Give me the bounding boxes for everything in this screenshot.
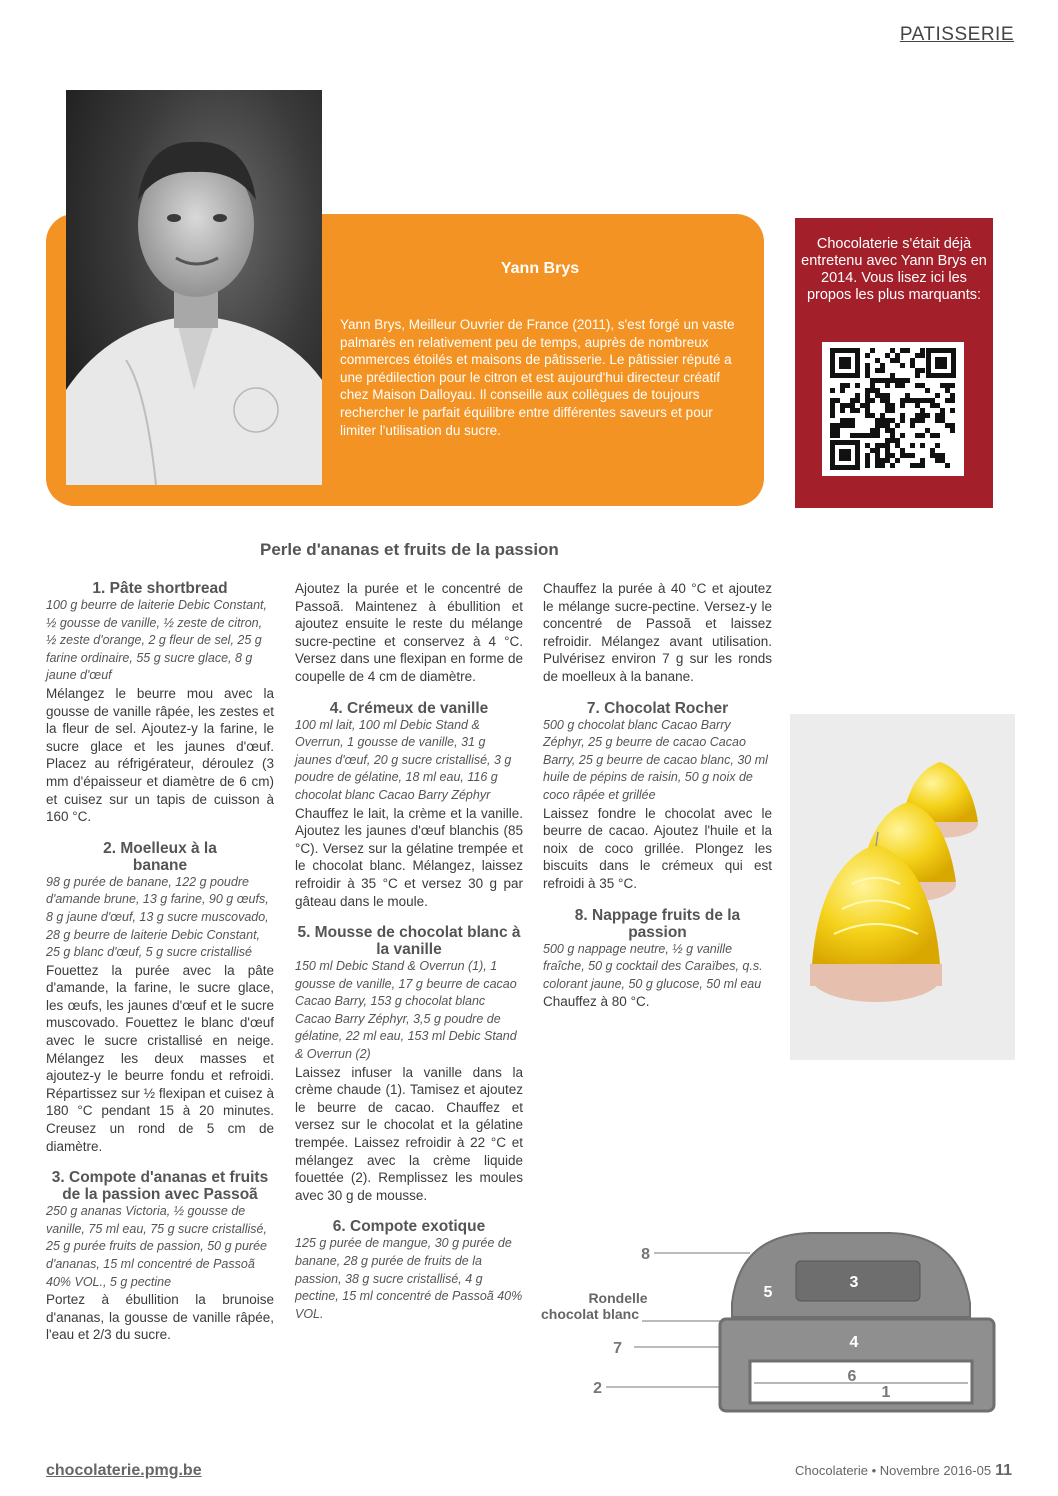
- cross-section-diagram: [530, 1225, 1000, 1425]
- step-method: Portez à ébullition la brunoise d'ananas, la gousse de vanille râpée, l'eau et 2/3 du sucre.: [46, 1292, 274, 1343]
- recipe-column-3: [543, 580, 772, 1011]
- step-title: 5. Mousse de chocolat blanc à la vanille: [297, 924, 521, 959]
- step-title: 6. Compote exotique: [332, 1218, 486, 1236]
- step-title: 1. Pâte shortbread: [92, 580, 228, 597]
- diagram-label-7: 7: [613, 1340, 622, 1357]
- step-ingredients: 100 g beurre de laiterie Debic Constant, ½ gousse de vanille, ½ zeste de citron, ½ zeste d'orange, 2 g fleur de sel, 25 g farine ordinaire, 55 g sucre glace, 8 g jaune d'œuf: [46, 598, 267, 683]
- recipe-column-1: [46, 580, 274, 1344]
- footer-issue: [795, 1462, 1012, 1480]
- article-title: Perle d'ananas et fruits de la passion: [260, 540, 559, 559]
- step-title: 8. Nappage fruits de la passion: [574, 906, 741, 941]
- step-ingredients: 98 g purée de banane, 122 g poudre d'amande brune, 13 g farine, 90 g œufs, 8 g jaune d'œuf, 13 g sucre muscovado, 28 g beurre de laiterie Debic Constant, 25 g blanc d'œuf, 5 g sucre cristallisé: [46, 874, 269, 960]
- step-method: Chauffez à 80 °C.: [543, 994, 650, 1010]
- chef-name: Yann Brys: [500, 260, 580, 277]
- step-ingredients: 150 ml Debic Stand & Overrun (1), 1 gousse de vanille, 17 g beurre de cacao Cacao Barry, 153 g chocolat blanc Cacao Barry Zéphyr, 3,5 g poudre de gélatine, 22 ml eau, 153 ml Debic Stand & Overrun (2): [295, 959, 517, 1062]
- diagram-label-rondelle: Rondelle chocolat blanc: [540, 1290, 648, 1322]
- diagram-label-2: 2: [593, 1380, 602, 1397]
- step-method: Mélangez le beurre mou avec la gousse de vanille râpée, les zestes et la fleur de sel. Ajoutez-y la farine, le sucre glace et les jaunes d'œuf. Placez au réfrigérateur, déroulez (3 mm d'épaisseur et diamètre de 6 cm) et cuisez sur un tapis de cuisson à 160 °C.: [46, 685, 274, 825]
- step-method: Laissez fondre le chocolat avec le beurre de cacao. Ajoutez l'huile et la noix de coco grillée. Plongez les biscuits dans le crémeux qui est refroidi à 35 °C.: [543, 805, 772, 891]
- step-ingredients: 100 ml lait, 100 ml Debic Stand & Overrun, 1 gousse de vanille, 31 g jaunes d'œuf, 20 g sucre cristallisé, 3 g poudre de gélatine, 18 ml eau, 116 g chocolat blanc Cacao Barry Zéphyr: [295, 717, 512, 802]
- diagram-label-8: 8: [641, 1246, 650, 1263]
- qr-code[interactable]: [822, 342, 964, 476]
- footer-issue-text: Chocolaterie • Novembre 2016-05: [795, 1463, 992, 1478]
- chef-photo: [66, 90, 322, 485]
- page-number: 11: [995, 1462, 1012, 1479]
- step-title: 2. Moelleux à la banane: [103, 839, 217, 874]
- step-title: 3. Compote d'ananas et fruits de la passion avec Passoã: [51, 1169, 269, 1204]
- dessert-photo: [790, 714, 1015, 1060]
- diagram-label-1: 1: [881, 1384, 891, 1401]
- step-method: Chauffez le lait, la crème et la vanille. Ajoutez les jaunes d'œuf blanchis (85 °C). Versez sur la gélatine trempée et le chocolat blanc. Mélangez, laissez refroidir à 35 °C et versez 30 g par gâteau dans le moule.: [295, 805, 523, 909]
- step-title: 7. Chocolat Rocher: [586, 699, 729, 717]
- diagram-label-4: 4: [849, 1334, 859, 1351]
- diagram-label-5: 5: [763, 1284, 773, 1301]
- step-ingredients: 125 g purée de mangue, 30 g purée de banane, 28 g purée de fruits de la passion, 38 g sucre cristallisé, 4 g pectine, 15 ml concentré de Passoã 40% VOL.: [295, 1236, 523, 1321]
- diagram-label-6: 6: [847, 1368, 857, 1385]
- sidebar-text: Chocolaterie s'était déjà entretenu avec Yann Brys en 2014. Vous lisez ici les propos les plus marquants:: [801, 236, 987, 303]
- step-method: Ajoutez la purée et le concentré de Passoã. Maintenez à ébullition et ajoutez ensuite le reste du mélange sucre-pectine et conservez à 4 °C. Versez dans une flexipan en forme de coupelle de 4 cm de diamètre.: [295, 581, 523, 684]
- step-title: 4. Crémeux de vanille: [329, 699, 489, 717]
- section-label: PATISSERIE: [899, 24, 1014, 45]
- step-method: Laissez infuser la vanille dans la crème chaude (1). Tamisez et ajoutez le beurre de cacao. Chauffez et versez sur le chocolat et la gélatine trempée. Laissez refroidir à 22 °C et mélangez avec la crème liquide fouettée (2). Remplissez les moules avec 30 g de mousse.: [295, 1064, 523, 1203]
- footer-website-link[interactable]: chocolaterie.pmg.be: [46, 1462, 202, 1479]
- step-ingredients: 250 g ananas Victoria, ½ gousse de vanille, 75 ml eau, 75 g sucre cristallisé, 25 g purée fruits de passion, 50 g purée d'ananas, 15 ml concentré de Passoã 40% VOL., 5 g pectine: [46, 1204, 267, 1289]
- step-ingredients: 500 g nappage neutre, ½ g vanille fraîche, 50 g cocktail des Caraïbes, q.s. colorant jaune, 50 g glucose, 50 ml eau: [543, 941, 763, 991]
- chef-bio: Yann Brys, Meilleur Ouvrier de France (2011), s'est forgé un vaste palmarès en relativement peu de temps, auprès de nombreux commerces étoilés et maisons de pâtisserie. Le pâtissier réputé a une prédilection pour le citron et est aujourd'hui directeur créatif chez Maison Dalloyau. Il conseille aux collègues de toujours rechercher le parfait équilibre entre différentes saveurs et pour limiter l'utilisation du sucre.: [340, 317, 735, 438]
- step-method: Chauffez la purée à 40 °C et ajoutez le mélange sucre-pectine. Versez-y le concentré de Passoã et laissez refroidir. Mélangez avant utilisation. Pulvérisez environ 7 g sur les ronds de moelleux à la banane.: [543, 581, 772, 684]
- diagram-label-3: 3: [849, 1274, 859, 1291]
- step-ingredients: 500 g chocolat blanc Cacao Barry Zéphyr, 25 g beurre de cacao Cacao Barry, 25 g beurre de cacao blanc, 30 ml huile de pépins de raisin, 50 g noix de coco râpée et grillée: [543, 717, 768, 802]
- step-method: Fouettez la purée avec la pâte d'amande, la farine, le sucre glace, les œufs, les jaunes d'œuf et le sucre muscovado. Fouettez le blanc d'œuf avec le sucre cristallisé en neige. Mélangez les deux masses et ajoutez-y le beurre fondu et refroidi. Répartissez sur ½ flexipan et cuisez à 180 °C pendant 15 à 20 minutes. Creusez un rond de 5 cm de diamètre.: [46, 962, 274, 1154]
- recipe-column-2: [295, 580, 523, 1323]
